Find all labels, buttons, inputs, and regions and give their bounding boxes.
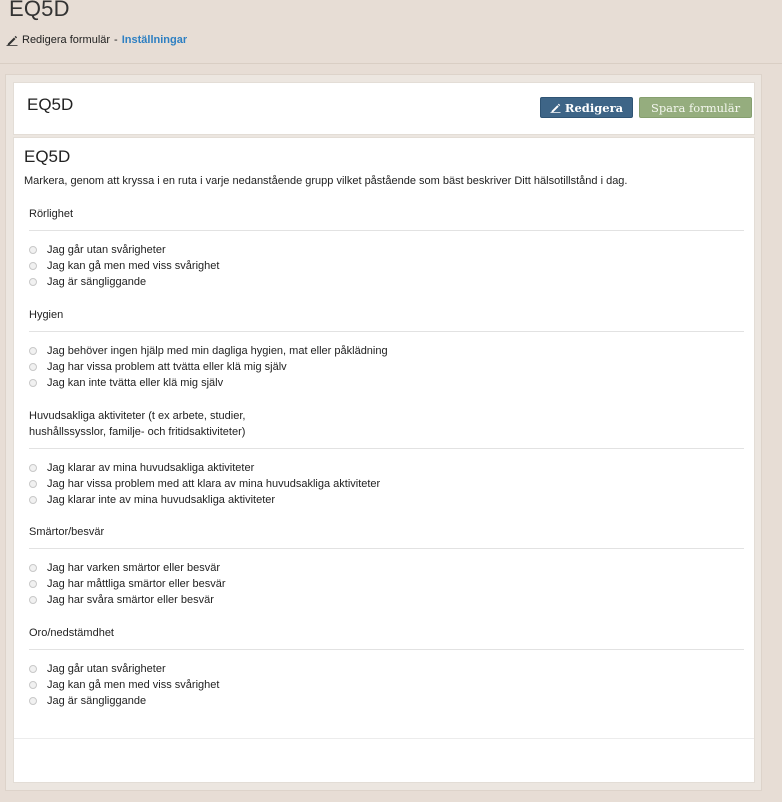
form-header-card <box>13 82 755 135</box>
answer-option-label: Jag går utan svårigheter <box>47 663 166 675</box>
edit-button[interactable] <box>540 97 633 118</box>
form-title: EQ5D <box>24 147 71 166</box>
question-group <box>29 524 744 608</box>
radio-button[interactable] <box>29 464 37 472</box>
answer-option[interactable] <box>29 492 744 508</box>
answer-option-label: Jag behöver ingen hjälp med min dagliga hygien, mat eller påklädning <box>47 345 388 357</box>
header-divider <box>0 63 782 64</box>
form-footer-divider <box>14 738 754 739</box>
answer-option[interactable] <box>29 460 744 476</box>
radio-button[interactable] <box>29 665 37 673</box>
answer-option-label: Jag har vissa problem med att klara av mina huvudsakliga aktiviteter <box>47 478 381 490</box>
answer-option-label: Jag har svåra smärtor eller besvär <box>47 594 214 606</box>
pen-icon <box>6 34 18 46</box>
breadcrumb-text: Redigera formulär <box>22 34 111 46</box>
answer-option[interactable] <box>29 560 744 576</box>
radio-button[interactable] <box>29 379 37 387</box>
radio-button[interactable] <box>29 564 37 572</box>
answer-option[interactable] <box>29 343 744 359</box>
radio-button[interactable] <box>29 347 37 355</box>
breadcrumb <box>6 34 187 46</box>
option-list <box>29 661 744 709</box>
radio-button[interactable] <box>29 278 37 286</box>
question-label <box>29 206 744 222</box>
question-label <box>29 625 744 641</box>
question-divider <box>29 230 744 231</box>
radio-button[interactable] <box>29 681 37 689</box>
answer-option-label: Jag har måttliga smärtor eller besvär <box>47 578 226 590</box>
answer-option[interactable] <box>29 677 744 693</box>
radio-button[interactable] <box>29 262 37 270</box>
settings-link[interactable]: Inställningar <box>121 34 188 46</box>
question-divider <box>29 331 744 332</box>
edit-button-label: Redigera <box>564 100 624 115</box>
form-intro: Markera, genom att kryssa i en ruta i varje nedanstående grupp vilket påstående som bäst beskriver Ditt hälsotillstånd i dag. <box>24 175 628 187</box>
answer-option[interactable] <box>29 274 744 290</box>
save-form-button-label: Spara formulär <box>650 100 741 115</box>
answer-option-label: Jag klarar av mina huvudsakliga aktiviteter <box>47 462 255 474</box>
question-label-line: Rörlighet <box>29 208 74 220</box>
question-label-line: Huvudsakliga aktiviteter (t ex arbete, studier, <box>29 410 246 422</box>
option-list <box>29 560 744 608</box>
answer-option[interactable] <box>29 476 744 492</box>
answer-option[interactable] <box>29 592 744 608</box>
question-label-line: Smärtor/besvär <box>29 526 105 538</box>
question-group <box>29 625 744 709</box>
question-label-line: hushållssysslor, familje- och fritidsaktiviteter) <box>29 426 246 438</box>
radio-button[interactable] <box>29 496 37 504</box>
form-card <box>13 137 755 783</box>
question-label <box>29 524 744 540</box>
answer-option[interactable] <box>29 576 744 592</box>
answer-option-label: Jag går utan svårigheter <box>47 244 166 256</box>
radio-button[interactable] <box>29 363 37 371</box>
question-divider <box>29 448 744 449</box>
pen-icon <box>550 102 561 113</box>
question-label-line: Oro/nedstämdhet <box>29 627 114 639</box>
answer-option[interactable] <box>29 359 744 375</box>
answer-option-label: Jag har vissa problem att tvätta eller klä mig själv <box>47 361 287 373</box>
answer-option[interactable] <box>29 661 744 677</box>
breadcrumb-separator: - <box>114 34 118 46</box>
answer-option-label: Jag har varken smärtor eller besvär <box>47 562 221 574</box>
radio-button[interactable] <box>29 246 37 254</box>
answer-option-label: Jag är sängliggande <box>47 695 147 707</box>
answer-option-label: Jag kan gå men med viss svårighet <box>47 679 220 691</box>
answer-option[interactable] <box>29 258 744 274</box>
answer-option-label: Jag kan gå men med viss svårighet <box>47 260 220 272</box>
question-group <box>29 307 744 391</box>
question-divider <box>29 548 744 549</box>
answer-option-label: Jag klarar inte av mina huvudsakliga aktiviteter <box>47 494 276 506</box>
radio-button[interactable] <box>29 697 37 705</box>
radio-button[interactable] <box>29 596 37 604</box>
answer-option[interactable] <box>29 242 744 258</box>
form-header-title: EQ5D <box>27 95 74 114</box>
option-list <box>29 242 744 290</box>
option-list <box>29 460 744 508</box>
question-group <box>29 408 744 508</box>
answer-option[interactable] <box>29 375 744 391</box>
page-title: EQ5D <box>9 0 70 21</box>
question-label <box>29 408 744 440</box>
radio-button[interactable] <box>29 480 37 488</box>
answer-option-label: Jag är sängliggande <box>47 276 147 288</box>
save-form-button[interactable] <box>639 97 752 118</box>
question-divider <box>29 649 744 650</box>
answer-option-label: Jag kan inte tvätta eller klä mig själv <box>47 377 224 389</box>
question-label <box>29 307 744 323</box>
answer-option[interactable] <box>29 693 744 709</box>
radio-button[interactable] <box>29 580 37 588</box>
question-label-line: Hygien <box>29 309 64 321</box>
question-group <box>29 206 744 290</box>
option-list <box>29 343 744 391</box>
